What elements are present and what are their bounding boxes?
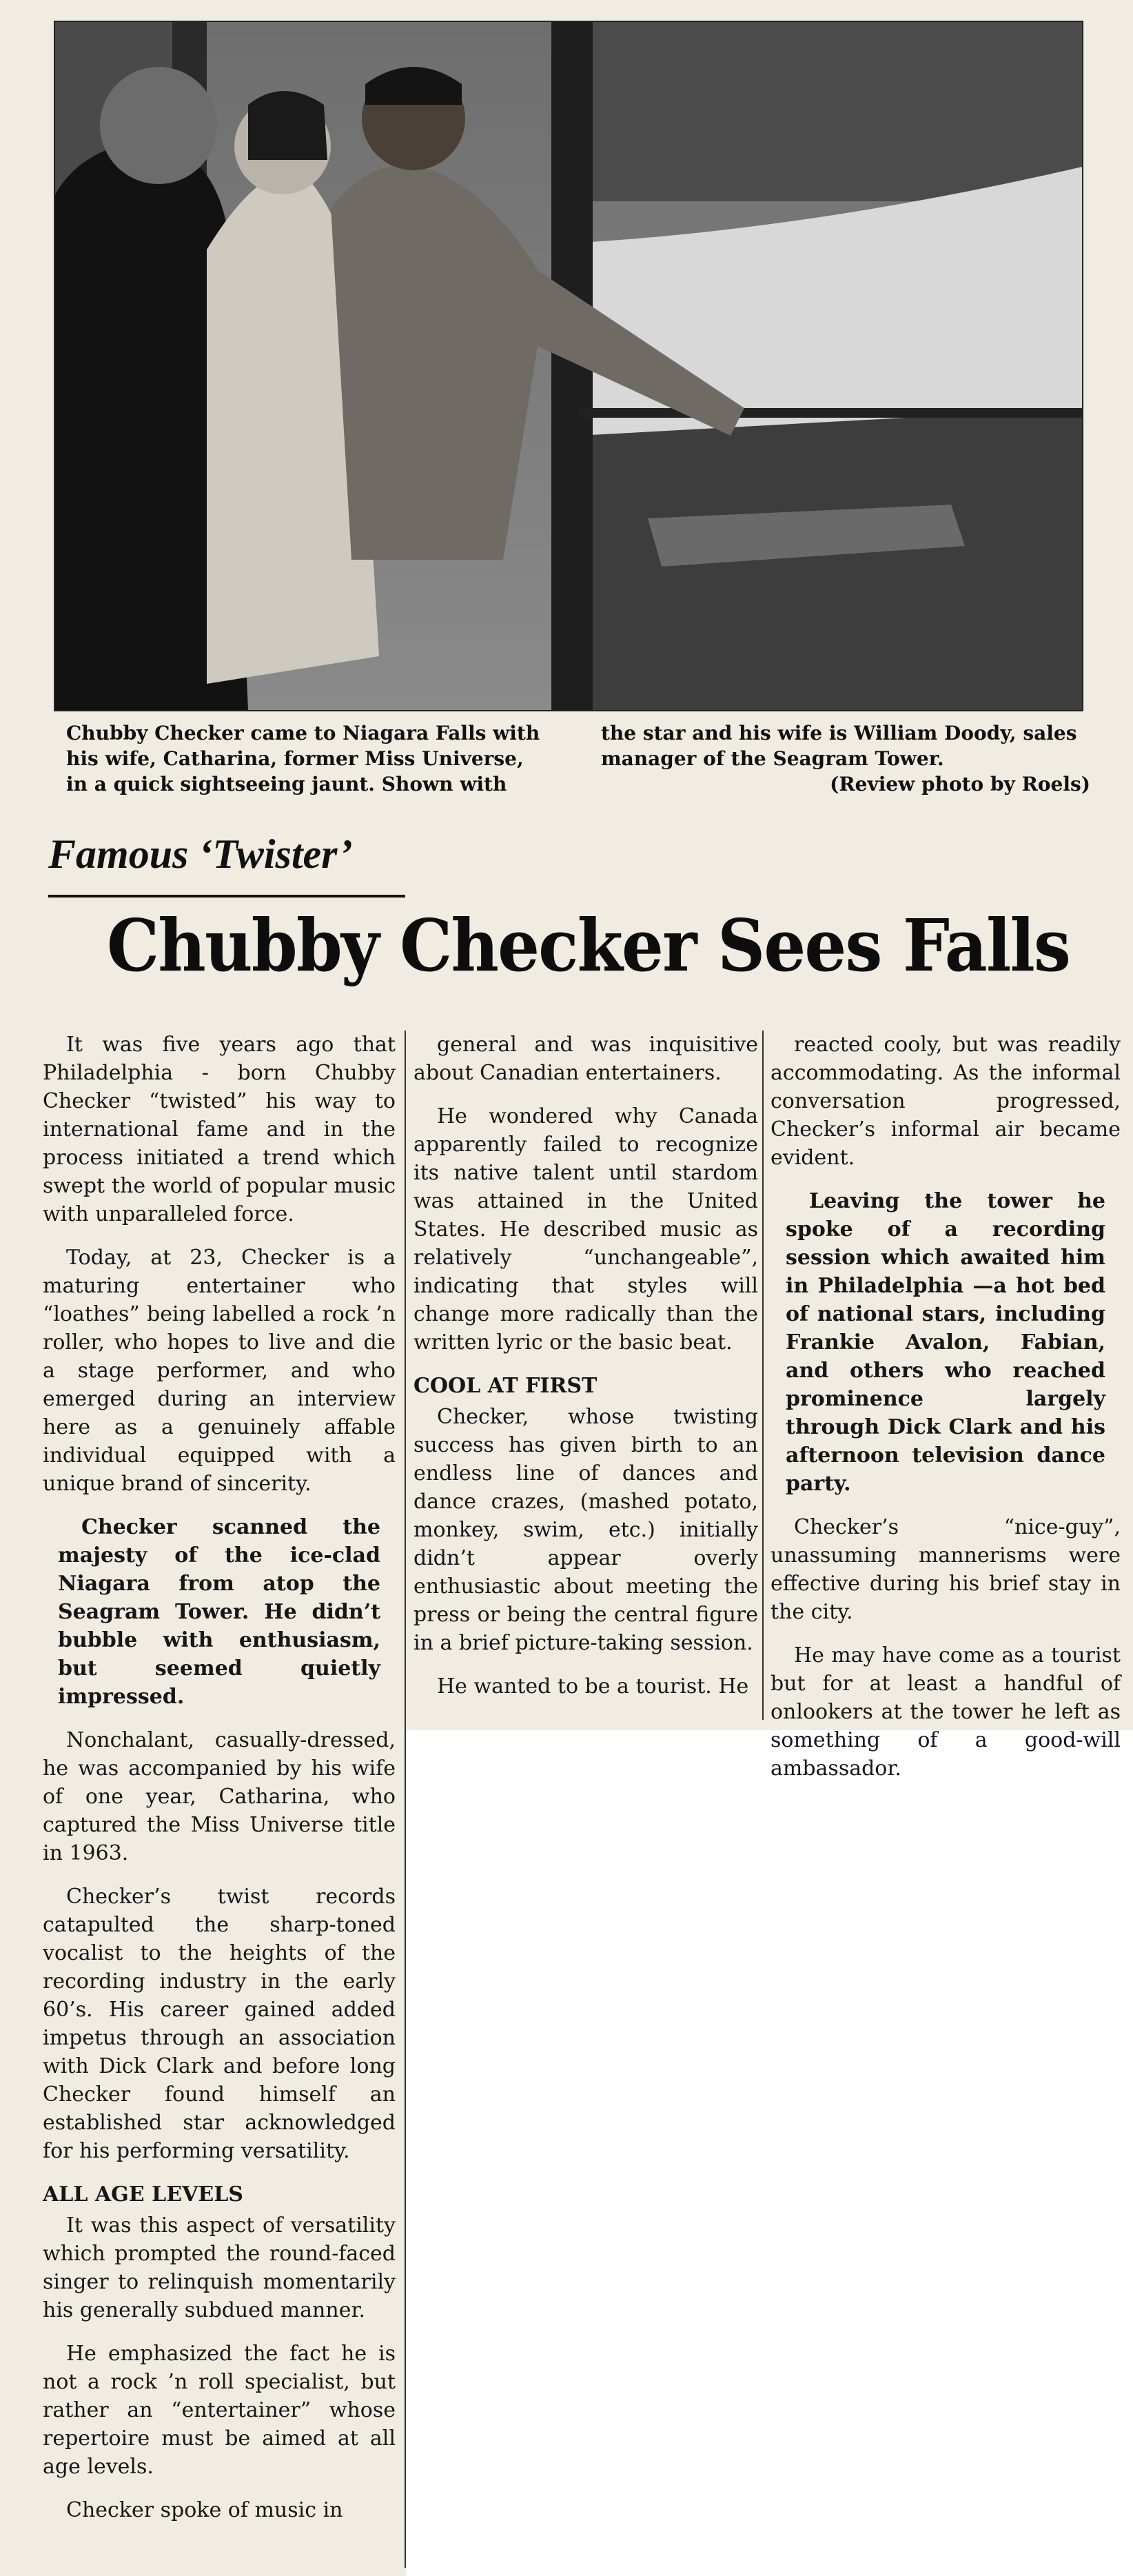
column-divider [762, 1031, 764, 1720]
paragraph: Checker’s twist records catapulted the sharp-toned vocalist to the heights of the recording industry in the early 60’s. His career gained added impetus through an association with Dick Clark and before long Checker found himself an established star acknowledged for his performing versatility. [43, 1885, 396, 2163]
headline: Chubby Checker Sees Falls [107, 903, 1070, 988]
subheading: ALL AGE LEVELS [43, 2182, 243, 2207]
photo-credit: (Review photo by Roels) [830, 773, 1090, 795]
paragraph: Checker, whose twisting success has given birth to an endless line of dances and dance crazes, (mashed potato, monkey, swim, etc.) initially didn’t appear overly enthusiastic about meeting the press or being the central figure in a brief picture-taking session. [414, 1405, 758, 1655]
news-photo [54, 21, 1083, 711]
caption-line: the star and his wife is William Doody, sales [601, 722, 1077, 744]
paragraph: Checker spoke of music in [66, 2498, 343, 2522]
paragraph: Checker’s “nice-guy”, unassuming mannerisms were effective during his brief stay in the city. [770, 1515, 1121, 1624]
paragraph: Today, at 23, Checker is a maturing entertainer who “loathes” being labelled a rock ’n roller, who hopes to live and die a stage performer, and who emerged during an interview here as a genuinely affable individual equipped with a unique brand of sincerity. [43, 1246, 396, 1496]
paragraph: Leaving the tower he spoke of a recording session which awaited him in Philadelphia —a hot bed of national stars, including Frankie Avalon, Fabian, and others who reached prominence largely through Dick Clark and his afternoon television dance party. [786, 1189, 1105, 1496]
paragraph: Nonchalant, casually-dressed, he was accompanied by his wife of one year, Catharina, who captured the Miss Universe title in 1963. [43, 1728, 396, 1865]
paragraph: He emphasized the fact he is not a rock ’n roll specialist, but rather an “entertainer” whose repertoire must be aimed at all age levels. [43, 2342, 396, 2479]
caption-right [601, 720, 1111, 797]
caption-line: his wife, Catharina, former Miss Universe, [66, 747, 524, 770]
subheading: COOL AT FIRST [414, 1374, 598, 1398]
caption-line: manager of the Seagram Tower. [601, 747, 944, 770]
paragraph: It was five years ago that Philadelphia - born Chubby Checker “twisted” his way to international fame and in the process initiated a trend which swept the world of popular music with unparalleled force. [43, 1033, 396, 1226]
article-column-3 [770, 1031, 1121, 1798]
caption-line: Chubby Checker came to Niagara Falls with [66, 722, 540, 744]
paragraph: reacted cooly, but was readily accommodating. As the informal conversation progressed, Checker’s informal air became evident. [770, 1033, 1121, 1170]
caption-left [66, 720, 562, 797]
article-column-1 [43, 1031, 396, 2539]
paragraph: Checker scanned the majesty of the ice-clad Niagara from atop the Seagram Tower. He didn’t bubble with enthusiasm, but seemed quietly impressed. [58, 1515, 380, 1709]
kicker: Famous ‘Twister’ [48, 831, 353, 877]
paragraph: general and was inquisitive about Canadian entertainers. [414, 1033, 758, 1085]
paragraph: He wondered why Canada apparently failed to recognize its native talent until stardom was attained in the United States. He described music as relatively “unchangeable”, indicating that styles will change more radically than the written lyric or the basic beat. [414, 1104, 758, 1355]
caption-line: in a quick sightseeing jaunt. Shown with [66, 773, 507, 795]
paragraph: He may have come as a tourist but for at least a handful of onlookers at the tower he left as something of a good-will ambassador. [770, 1643, 1121, 1781]
article-column-2 [414, 1031, 758, 1716]
paragraph: It was this aspect of versatility which prompted the round-faced singer to relinquish momentarily his generally subdued manner. [43, 2213, 396, 2322]
paragraph: He wanted to be a tourist. He [437, 1674, 749, 1698]
kicker-rule [48, 895, 405, 897]
column-divider [405, 1031, 406, 2568]
